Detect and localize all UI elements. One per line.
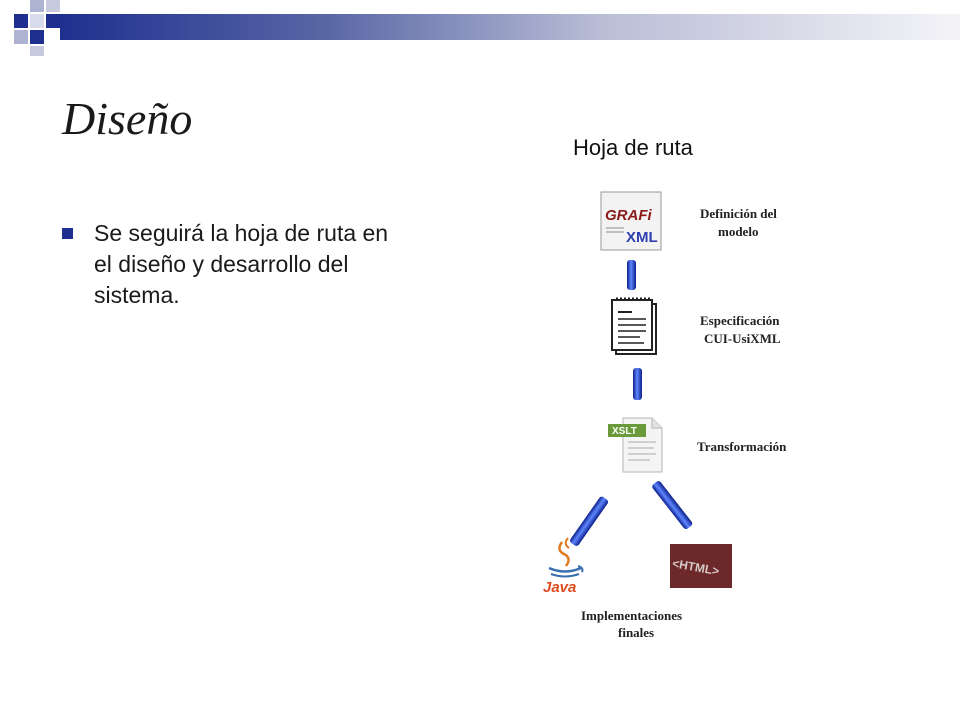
corner-square [30,30,44,44]
slide-title: Diseño [62,93,193,144]
java-logo-text: Java [543,579,577,596]
logo-text: XML [626,229,658,246]
bullet-list [62,218,412,311]
connector-arrow [633,368,642,400]
step-label: modelo [718,224,759,239]
connector-arrow [569,495,609,547]
final-label: finales [618,625,655,640]
html-tag-icon [670,544,732,588]
corner-square [30,14,44,28]
corner-square [14,30,28,44]
step-label: Especificación [700,313,780,328]
connector-arrow [627,260,636,290]
xslt-file-icon [608,418,662,472]
header-gradient-bar [60,14,960,40]
step-label: Transformación [697,439,787,454]
square-bullet-icon [62,228,73,239]
xslt-badge-text: XSLT [612,426,637,437]
corner-square [30,0,44,12]
roadmap-title: Hoja de ruta [573,135,693,160]
logo-text: GRAFi [605,207,652,224]
document-notepad-icon [612,299,656,354]
step-label: Definición del [700,206,777,221]
corner-square [46,0,60,12]
connector-arrow [651,480,693,530]
corner-square [14,14,28,28]
step-label: CUI-UsiXML [704,331,781,346]
bullet-item [62,218,412,311]
roadmap-diagram [520,180,820,650]
final-label: Implementaciones [581,608,683,623]
corner-square [46,14,60,28]
corner-square [30,46,44,56]
java-logo-icon [543,538,583,596]
bullet-text: Se seguirá la hoja de ruta en el diseño y desarrollo del sistema. [94,220,389,308]
grafixml-logo-icon [601,192,661,250]
html-tag-text: <HTML> [671,556,721,579]
